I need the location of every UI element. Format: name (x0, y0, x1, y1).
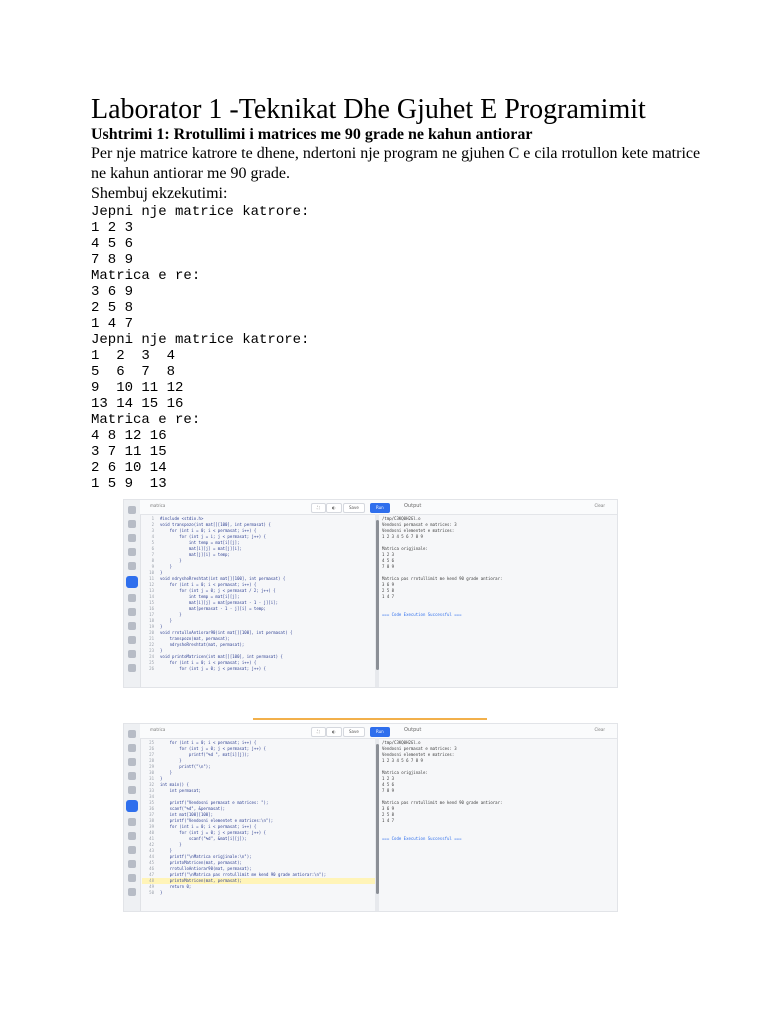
output-line: Vendosni elementet e matrices: (382, 752, 455, 757)
language-icon (128, 874, 136, 882)
scrollbar (376, 744, 379, 894)
editor-toolbar (140, 500, 617, 515)
editor-sidebar (124, 500, 141, 687)
output-label: Output (404, 727, 422, 733)
clear-button: Clear (594, 727, 605, 732)
output-line: 3 6 9 (382, 582, 395, 587)
line-number: 50 (149, 890, 154, 895)
code-text: } (160, 618, 173, 623)
code-text: } (160, 770, 173, 775)
code-text: printf("%d ", mat[i][j]); (160, 752, 250, 757)
line-number: 38 (149, 818, 154, 823)
output-panel (382, 516, 613, 685)
code-text: mat[permasat - 1 - j][i] = temp; (160, 606, 266, 611)
line-number: 25 (149, 660, 154, 665)
code-text: return 0; (160, 884, 192, 889)
code-text: int main() { (160, 782, 189, 787)
line-number: 2 (151, 522, 154, 527)
bug-icon (128, 786, 136, 794)
line-number: 3 (151, 528, 154, 533)
line-number: 49 (149, 884, 154, 889)
line-number: 32 (149, 782, 154, 787)
line-number: 44 (149, 854, 154, 859)
bug-icon (128, 562, 136, 570)
line-number: 31 (149, 776, 154, 781)
file-tab: matrica (150, 727, 166, 732)
line-number: 1 (151, 516, 154, 521)
code-text: for (int i = 0; i < permasat; i++) { (160, 824, 257, 829)
code-text: } (160, 648, 163, 653)
output-line: 4 5 6 (382, 782, 395, 787)
theme-icon: ◐ (326, 503, 342, 513)
file-icon (128, 534, 136, 542)
output-line: === Code Execution Successful === (382, 612, 462, 617)
code-editor-screenshot-2 (123, 723, 618, 912)
code-text: printf("Vendosni elementet e matrices:\n"); (160, 818, 274, 823)
output-panel (382, 740, 613, 909)
line-number: 30 (149, 770, 154, 775)
c-language-icon (126, 800, 138, 812)
line-number: 18 (149, 618, 154, 623)
line-number: 16 (149, 606, 154, 611)
code-text: } (160, 842, 182, 847)
home-icon (128, 506, 136, 514)
fullscreen-icon: ⛶ (311, 503, 326, 513)
language-icon (128, 636, 136, 644)
code-editor-screenshot-1 (123, 499, 618, 688)
line-number: 47 (149, 872, 154, 877)
line-number: 36 (149, 806, 154, 811)
code-text: transpozo(mat, permasat); (160, 636, 230, 641)
run-button: Run (370, 503, 390, 513)
line-number: 12 (149, 582, 154, 587)
code-text: #include <stdio.h> (160, 516, 204, 521)
output-line: Matrica pas rrotullimit me kend 90 grade antiorar: (382, 800, 503, 805)
exercise-title: Ushtrimi 1: Rrotullimi i matrices me 90 grade ne kahun antiorar (91, 126, 533, 143)
code-text: ndryshoRreshtat(mat, permasat); (160, 642, 245, 647)
output-line: Vendosni permasat e matrices: 3 (382, 746, 457, 751)
line-number: 10 (149, 570, 154, 575)
code-text: int permasat; (160, 788, 201, 793)
output-line: 1 4 7 (382, 818, 395, 823)
line-number: 21 (149, 636, 154, 641)
code-text: mat[i][j] = mat[permasat - 1 - j][i]; (160, 600, 279, 605)
language-icon (128, 608, 136, 616)
line-number: 42 (149, 842, 154, 847)
line-number: 4 (151, 534, 154, 539)
language-icon (128, 664, 136, 672)
code-text: } (160, 848, 173, 853)
output-line: Vendosni elementet e matrices: (382, 528, 455, 533)
line-number: 27 (149, 752, 154, 757)
file-icon (128, 758, 136, 766)
language-icon (128, 888, 136, 896)
code-text: for (int i = 0; i < permasat; i++) { (160, 740, 257, 745)
output-line: /tmp/C3KQ0H2Gl.o (382, 740, 421, 745)
code-text: for (int j = 0; j < permasat; j++) { (160, 830, 266, 835)
language-icon (128, 594, 136, 602)
line-number: 17 (149, 612, 154, 617)
editor-toolbar (140, 724, 617, 739)
line-number: 11 (149, 576, 154, 581)
output-line: 1 2 3 (382, 776, 395, 781)
accent-bar (253, 718, 487, 720)
code-text: rrotulloAntiorar90(mat, permasat); (160, 866, 252, 871)
code-text: scanf("%d", &mat[i][j]); (160, 836, 247, 841)
c-language-icon (126, 576, 138, 588)
exercise-description-line-1: Per nje matrice katrore te dhene, ndertoni nje program ne gjuhen C e cila rrotullon kete matrice (91, 145, 701, 162)
output-line: 1 2 3 4 5 6 7 8 9 (382, 534, 423, 539)
code-text: for (int i = 0; i < permasat; i++) { (160, 528, 257, 533)
output-line: 4 5 6 (382, 558, 395, 563)
code-text: printf("\nMatrica pas rrotullimit me kend 90 grade antiorar:\n"); (160, 872, 327, 877)
output-label: Output (404, 503, 422, 509)
line-number: 37 (149, 812, 154, 817)
example-label: Shembuj ekzekutimi: (91, 185, 228, 202)
code-text: printf("\n"); (160, 764, 211, 769)
line-number: 13 (149, 588, 154, 593)
code-text: } (160, 564, 173, 569)
line-number: 24 (149, 654, 154, 659)
output-line: Matrica pas rrotullimit me kend 90 grade antiorar: (382, 576, 503, 581)
line-number: 26 (149, 666, 154, 671)
line-number: 7 (151, 552, 154, 557)
code-line (142, 666, 375, 672)
line-number: 29 (149, 764, 154, 769)
code-text: } (160, 758, 182, 763)
code-text: printf("Vendosni permasat e matrices: "); (160, 800, 269, 805)
code-panel (142, 516, 375, 685)
line-number: 40 (149, 830, 154, 835)
language-icon (128, 650, 136, 658)
output-line: 2 5 8 (382, 812, 395, 817)
output-line: 2 5 8 (382, 588, 395, 593)
cloud-icon (128, 744, 136, 752)
line-number: 48 (149, 878, 154, 883)
code-text: for (int j = 0; j < permasat / 2; j++) { (160, 588, 276, 593)
output-line: 3 6 9 (382, 806, 395, 811)
code-text: void transpozo(int mat[][100], int permasat) { (160, 522, 271, 527)
line-number: 6 (151, 546, 154, 551)
line-number: 45 (149, 860, 154, 865)
code-text: for (int j = 0; j < permasat; j++) { (160, 746, 266, 751)
code-line (142, 890, 375, 896)
code-text: mat[i][j] = mat[j][i]; (160, 546, 242, 551)
save-button: Save (343, 503, 365, 513)
code-text: printf("\nMatrica origjinale:\n"); (160, 854, 252, 859)
code-text: } (160, 624, 163, 629)
editor-sidebar (124, 724, 141, 911)
cloud-icon (128, 520, 136, 528)
code-panel (142, 740, 375, 909)
fullscreen-icon: ⛶ (311, 727, 326, 737)
code-text: int temp = mat[i][j]; (160, 540, 240, 545)
line-number: 20 (149, 630, 154, 635)
output-line: 1 2 3 (382, 552, 395, 557)
code-text: for (int j = 0; j < permasat; j++) { (160, 666, 266, 671)
output-line: Vendosni permasat e matrices: 3 (382, 522, 457, 527)
page-title: Laborator 1 -Teknikat Dhe Gjuhet E Programimit (91, 94, 646, 125)
code-text: } (160, 570, 163, 575)
line-number: 19 (149, 624, 154, 629)
file-tab: matrica (150, 503, 166, 508)
code-text: printoMatricen(mat, permasat); (160, 878, 242, 883)
language-icon (128, 860, 136, 868)
save-button: Save (343, 727, 365, 737)
line-number: 15 (149, 600, 154, 605)
line-number: 33 (149, 788, 154, 793)
output-line: === Code Execution Successful === (382, 836, 462, 841)
code-text: void rrotulloAntiorar90(int mat[][100], int permasat) { (160, 630, 293, 635)
exercise-description-line-2: ne kahun antiorar me 90 grade. (91, 165, 291, 182)
code-text: for (int j = i; j < permasat; j++) { (160, 534, 266, 539)
code-text: for (int i = 0; i < permasat; i++) { (160, 660, 257, 665)
code-text: } (160, 890, 163, 895)
language-icon (128, 622, 136, 630)
file-icon (128, 772, 136, 780)
line-number: 25 (149, 740, 154, 745)
output-line: 7 8 9 (382, 564, 395, 569)
code-text: scanf("%d", &permasat); (160, 806, 226, 811)
file-icon (128, 548, 136, 556)
code-text: } (160, 612, 182, 617)
output-line: 1 2 3 4 5 6 7 8 9 (382, 758, 423, 763)
run-button: Run (370, 727, 390, 737)
output-line: 1 4 7 (382, 594, 395, 599)
line-number: 23 (149, 648, 154, 653)
line-number: 41 (149, 836, 154, 841)
output-line: Matrica origjinale: (382, 770, 428, 775)
clear-button: Clear (594, 503, 605, 508)
code-text: int temp = mat[i][j]; (160, 594, 240, 599)
home-icon (128, 730, 136, 738)
line-number: 8 (151, 558, 154, 563)
code-text: void printoMatricen(int mat[][100], int permasat) { (160, 654, 283, 659)
line-number: 26 (149, 746, 154, 751)
line-number: 35 (149, 800, 154, 805)
code-text: void ndryshoRreshtat(int mat[][100], int permasat) { (160, 576, 286, 581)
example-output-block: Jepni nje matrice katrore: 1 2 3 4 5 6 7 8 9 Matrica e re: 3 6 9 2 5 8 1 4 7 Jepni nje matrice katrore: 1 2 3 4 5 6 7 8 9 10 11 12 13 14 15 16 Matrica e re: 4 8 12 16 3 7 11 15 2 6 10 14 1 5 9 13 (91, 204, 310, 492)
line-number: 22 (149, 642, 154, 647)
language-icon (128, 818, 136, 826)
output-line: 7 8 9 (382, 788, 395, 793)
line-number: 9 (151, 564, 154, 569)
language-icon (128, 832, 136, 840)
code-text: } (160, 558, 182, 563)
line-number: 46 (149, 866, 154, 871)
code-text: mat[j][i] = temp; (160, 552, 230, 557)
line-number: 5 (151, 540, 154, 545)
line-number: 14 (149, 594, 154, 599)
line-number: 39 (149, 824, 154, 829)
line-number: 34 (149, 794, 154, 799)
document-body (91, 94, 731, 492)
language-icon (128, 846, 136, 854)
output-line: /tmp/C3KQ0H2Gl.o (382, 516, 421, 521)
line-number: 28 (149, 758, 154, 763)
code-text: printoMatricen(mat, permasat); (160, 860, 242, 865)
code-text: } (160, 776, 163, 781)
line-number: 43 (149, 848, 154, 853)
theme-icon: ◐ (326, 727, 342, 737)
code-text: int mat[100][100]; (160, 812, 213, 817)
output-line: Matrica origjinale: (382, 546, 428, 551)
code-text: for (int i = 0; i < permasat; i++) { (160, 582, 257, 587)
scrollbar (376, 520, 379, 670)
